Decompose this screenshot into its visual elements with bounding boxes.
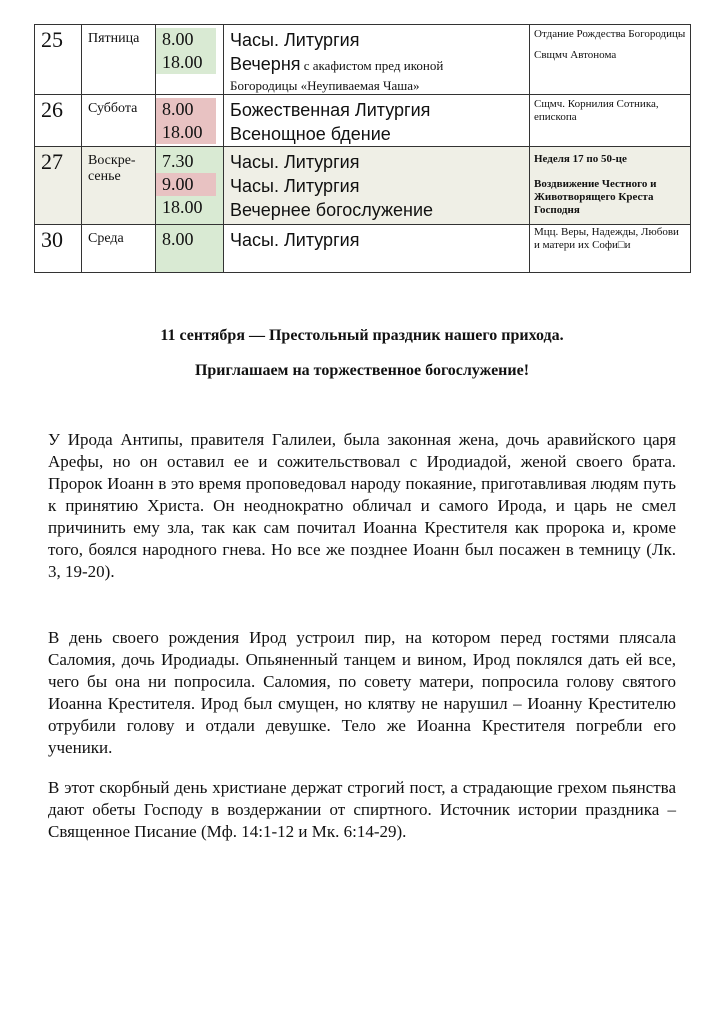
day-number-cell bbox=[35, 25, 82, 95]
service-cell bbox=[224, 25, 530, 95]
saint-cell bbox=[530, 225, 691, 273]
service-name bbox=[224, 52, 529, 78]
service-time: 7.30 bbox=[156, 150, 216, 173]
day-number-cell bbox=[35, 95, 82, 147]
service-detail: Богородицы «Неупиваемая Чаша» bbox=[230, 78, 420, 93]
time-cell bbox=[156, 95, 224, 147]
service-name: Часы. Литургия bbox=[230, 176, 360, 196]
saint-name: Сщмч. Корнилия Сотника, епископа bbox=[534, 98, 659, 123]
announcement-title: 11 сентября — Престольный праздник нашего прихода. bbox=[160, 327, 564, 344]
day-number: 30 bbox=[41, 227, 63, 252]
weekday: Воскре-сенье bbox=[88, 153, 136, 184]
service-time: 18.00 bbox=[156, 196, 216, 219]
saint-name: Свщмч Автонома bbox=[534, 49, 617, 61]
saint-cell bbox=[530, 95, 691, 147]
schedule-row bbox=[35, 225, 691, 273]
weekday: Пятница bbox=[88, 31, 140, 46]
day-number-cell bbox=[35, 225, 82, 273]
time-cell bbox=[156, 147, 224, 225]
time-cell bbox=[156, 25, 224, 95]
service-time: 9.00 bbox=[156, 173, 216, 196]
service-cell bbox=[224, 95, 530, 147]
service-detail: с акафистом пред иконой bbox=[300, 58, 444, 73]
day-number: 27 bbox=[41, 149, 63, 174]
article-paragraph: В день своего рождения Ирод устроил пир, на котором перед гостями плясала Саломия, дочь Иродиады. Опьяненный танцем и вином, Ирод поклялся дать ей все, чего бы она ни попросила. Саломия, по совету матери, попросила голову святого Иоанна Крестителя. Ирод был смущен, но клятву не нарушил – Иоанну Крестителю отрубили голову и отдали девушке. Тело же Иоанна Крестителя погребли его ученики. bbox=[48, 628, 676, 757]
saint-cell bbox=[530, 25, 691, 95]
service-time: 18.00 bbox=[156, 121, 216, 144]
day-number: 25 bbox=[41, 27, 63, 52]
service-time: 8.00 bbox=[162, 229, 194, 249]
service-name: Божественная Литургия bbox=[230, 100, 431, 120]
service-cell bbox=[224, 147, 530, 225]
article-paragraph: У Ирода Антипы, правителя Галилеи, была законная жена, дочь аравийского царя Арефы, но он оставил ее и сожительствовал с Иродиадой, женой своего брата. Пророк Иоанн в это время проповедовал народу покаяние, приготавливая людям путь к принятию Христа. Он неоднократно обличал и самого Ирода, и царь не смел причинить ему зла, так как сам почитал Иоанна Крестителя как пророка и, кроме того, боялся народного гнева. Но все же позднее Иоанн был посажен в темницу (Лк. 3, 19-20). bbox=[48, 430, 676, 581]
weekday: Суббота bbox=[88, 101, 138, 116]
service-name: Часы. Литургия bbox=[230, 30, 360, 50]
service-name: Часы. Литургия bbox=[230, 230, 360, 250]
weekday-cell bbox=[82, 147, 156, 225]
announcement-invitation: Приглашаем на торжественное богослужение! bbox=[194, 362, 530, 379]
saint-cell bbox=[530, 147, 691, 225]
article-paragraph: В этот скорбный день христиане держат строгий пост, а страдающие грехом пьянства дают обеты Господу в воздержании от спиртного. Источник истории праздника – Священное Писание (Мф. 14:1-12 и Мк. 6:14-29). bbox=[48, 778, 676, 841]
service-name: Всенощное бдение bbox=[230, 124, 391, 144]
schedule-table bbox=[34, 24, 691, 273]
service-name: Часы. Литургия bbox=[230, 152, 360, 172]
service-name: Вечернее богослужение bbox=[230, 200, 434, 220]
service-time: 8.00 bbox=[156, 28, 216, 51]
saint-name: Мцц. Веры, Надежды, Любови и матери их Софи□и bbox=[534, 226, 679, 251]
time-cell bbox=[156, 225, 224, 273]
schedule-row bbox=[35, 95, 691, 147]
schedule-row bbox=[35, 25, 691, 95]
service-main: Вечерня bbox=[230, 54, 301, 74]
service-cell bbox=[224, 225, 530, 273]
day-number: 26 bbox=[41, 97, 63, 122]
day-number-cell bbox=[35, 147, 82, 225]
service-time: 8.00 bbox=[156, 98, 216, 121]
feast-name: Воздвижение Честного и Животворящего Креста Господня bbox=[534, 178, 657, 216]
feast-name: Отдание Рождества Богородицы bbox=[534, 28, 686, 40]
schedule-row bbox=[35, 147, 691, 225]
service-time: 18.00 bbox=[156, 51, 216, 74]
week-name: Неделя 17 по 50-це bbox=[534, 153, 627, 165]
weekday-cell bbox=[82, 225, 156, 273]
weekday-cell bbox=[82, 95, 156, 147]
weekday-cell bbox=[82, 25, 156, 95]
weekday: Среда bbox=[88, 231, 124, 246]
